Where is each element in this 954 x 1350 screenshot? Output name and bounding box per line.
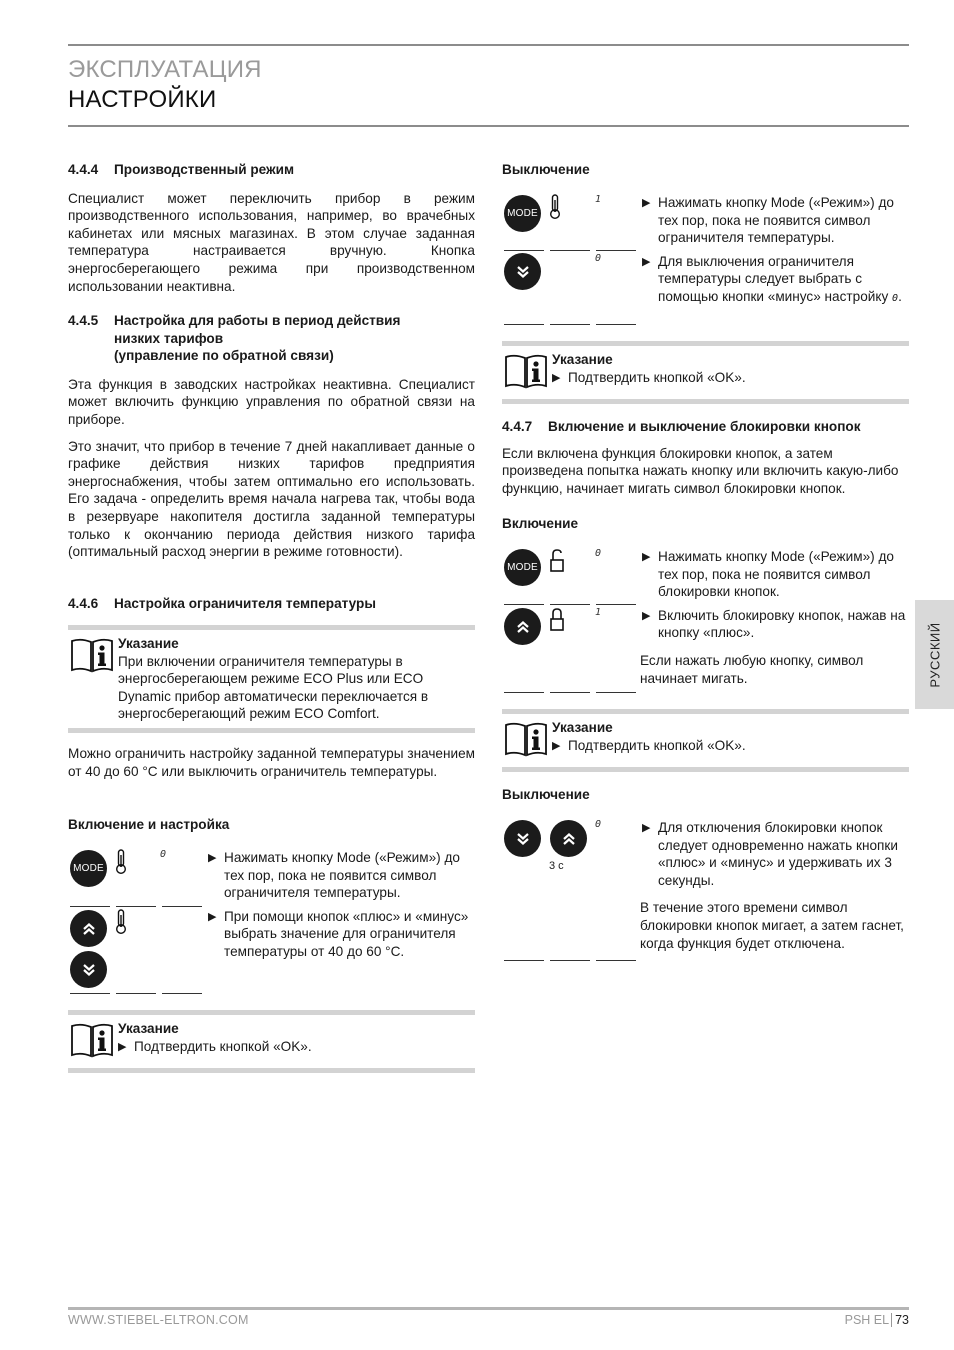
- minus-button[interactable]: [504, 253, 541, 290]
- display-segment: [116, 993, 156, 994]
- section-body: Специалист может переключить прибор в режим производственного использования, например, во врачебных кабинетах или мясных магазинах. В этом случае заданная температура настраивается вручную. Кнопка энергосберегающего режима при производственном использовании неактивна.: [68, 190, 475, 294]
- thermometer-icon: [115, 909, 127, 940]
- subheading-off-limiter: Выключение: [502, 162, 590, 177]
- arrow-icon: ▶: [118, 1040, 127, 1053]
- display-digit: 1: [595, 607, 602, 618]
- step-item: ▶ Нажимать кнопку Mode («Режим») до тех пор, пока не появится символ ограничителя температуры.: [642, 195, 894, 246]
- note-text: Подтвердить кнопкой «OK».: [134, 1038, 312, 1054]
- arrow-icon: ▶: [642, 822, 651, 834]
- display-segment: [70, 906, 110, 907]
- display-segment: [550, 604, 590, 605]
- arrow-icon: ▶: [552, 739, 561, 752]
- double-chevron-up-icon: [561, 831, 577, 847]
- double-chevron-down-icon: [515, 264, 531, 280]
- limiter-description: Можно ограничить настройку заданной температуры значением от 40 до 60 °C или выключить ограничитель температуры.: [68, 746, 475, 779]
- display-digit: 0: [595, 819, 602, 830]
- mode-button[interactable]: MODE: [70, 850, 107, 887]
- header-section: ЭКСПЛУАТАЦИЯ: [68, 56, 262, 83]
- plus-button[interactable]: [504, 608, 541, 645]
- display-digit: 0: [595, 548, 602, 559]
- step-item: ▶ Нажимать кнопку Mode («Режим») до тех пор, пока не появится символ блокировки кнопок.: [642, 549, 894, 600]
- display-digit: 1: [595, 194, 602, 205]
- section-paragraph: Это значит, что прибор в течение 7 дней накапливает данные о графике действия низких тарифов предприятия энергоснабжения, чтобы затем оптимально его использовать. Его задача - определить время начала нагрева так, чтобы вода в резервуаре накопителя достигла заданной температуры только к окончанию периода действия низкого тарифа (оптимальный расход энергии в режиме готовности).: [68, 438, 475, 560]
- display-digit: 0: [160, 849, 167, 860]
- steps-lock-on: [642, 548, 909, 687]
- hold-duration-label: 3 с: [549, 860, 564, 872]
- plus-button[interactable]: [550, 820, 587, 857]
- note-text: Подтвердить кнопкой «OK».: [568, 369, 746, 385]
- unlocked-padlock-icon: [549, 548, 565, 579]
- subheading-on-setup: Включение и настройка: [68, 817, 230, 832]
- display-segment: [550, 250, 590, 251]
- display-segment: [116, 906, 156, 907]
- page-number: 73: [891, 1313, 909, 1327]
- section-4-4-5: [68, 312, 475, 561]
- minus-button[interactable]: [70, 951, 107, 988]
- display-segment: [596, 324, 636, 325]
- section-heading: 4.4.6 Настройка ограничителя температуры: [68, 596, 376, 611]
- display-segment: [550, 960, 590, 961]
- display-segment: [70, 993, 110, 994]
- section-heading: 4.4.4 Производственный режим: [68, 162, 295, 177]
- footer-model: PSH EL: [844, 1313, 890, 1327]
- step-item: ▶ Для выключения ограничителя температуры следует выбрать с помощью кнопки «минус» настройку 0.: [642, 253, 909, 308]
- arrow-icon: ▶: [642, 197, 651, 209]
- double-chevron-down-icon: [515, 831, 531, 847]
- footer-website: WWW.STIEBEL-ELTRON.COM: [68, 1313, 249, 1327]
- language-tab: РУССКИЙ: [915, 600, 954, 709]
- steps-lock-off: [642, 819, 909, 952]
- section-4-4-7: [502, 418, 909, 533]
- manual-info-icon: [68, 1020, 118, 1063]
- section-4-4-4: [68, 161, 475, 295]
- section-body: Если включена функция блокировки кнопок, а затем произведена попытка нажать кнопку или включить какую-либо функцию, начинает мигать символ блокировки кнопок.: [502, 445, 899, 496]
- note-text: Подтвердить кнопкой «OK».: [568, 737, 746, 753]
- section-paragraph: Эта функция в заводских настройках неактивна. Специалист может включить функцию управления по обратной связи на приборе.: [68, 376, 475, 427]
- step-result: Если нажать любую кнопку, символ начинает мигать.: [640, 652, 864, 686]
- display-segment: [596, 250, 636, 251]
- display-segment: [162, 906, 202, 907]
- note-box: [502, 341, 909, 404]
- arrow-icon: ▶: [552, 371, 561, 384]
- display-segment: [504, 250, 544, 251]
- subheading-lock-on: Включение: [502, 516, 579, 532]
- thermometer-icon: [115, 849, 127, 880]
- note-box: [68, 625, 475, 733]
- manual-info-icon: [502, 719, 552, 762]
- note-title: Указание: [118, 1021, 179, 1036]
- section-heading: 4.4.7 Включение и выключение блокировки кнопок: [502, 419, 861, 434]
- mode-button[interactable]: MODE: [504, 549, 541, 586]
- display-segment: [596, 960, 636, 961]
- double-chevron-up-icon: [81, 921, 97, 937]
- display-segment: [596, 604, 636, 605]
- mode-button[interactable]: MODE: [504, 195, 541, 232]
- step-result: В течение этого времени символ блокировки кнопок мигает, а затем гаснет, когда функция будет отключена.: [640, 900, 904, 951]
- arrow-icon: ▶: [642, 609, 651, 622]
- double-chevron-up-icon: [515, 619, 531, 635]
- arrow-icon: ▶: [208, 910, 217, 923]
- note-title: Указание: [118, 636, 179, 651]
- display-segment: [550, 692, 590, 693]
- note-title: Указание: [552, 352, 613, 367]
- double-chevron-down-icon: [81, 962, 97, 978]
- display-segment: [162, 993, 202, 994]
- section-4-4-6: [68, 595, 475, 613]
- arrow-icon: ▶: [642, 551, 651, 563]
- arrow-icon: ▶: [208, 852, 217, 864]
- section-heading: 4.4.5 Настройка для работы в период действия низких тарифов (управление по обратной связи): [68, 313, 401, 364]
- step-item: ▶ Нажимать кнопку Mode («Режим») до тех пор, пока не появится символ ограничителя температуры.: [208, 850, 460, 901]
- header-top-rule: [68, 44, 909, 46]
- header-title: НАСТРОЙКИ: [68, 86, 217, 113]
- note-text: При включении ограничителя температуры в энергосберегающем режиме ECO Plus или ECO Dynamic прибор автоматически переключается в энергосберегающий режим ECO Comfort.: [118, 653, 429, 722]
- arrow-icon: ▶: [642, 255, 651, 268]
- display-segment: [596, 692, 636, 693]
- minus-button[interactable]: [504, 820, 541, 857]
- display-segment: [504, 960, 544, 961]
- footer-rule: [68, 1307, 909, 1310]
- steps-off-limiter: [642, 194, 909, 308]
- step-item: ▶ Для отключения блокировки кнопок следует одновременно нажать кнопки «плюс» и «минус» и удерживать их 3 секунды.: [642, 820, 898, 888]
- note-box: [502, 709, 909, 772]
- plus-button[interactable]: [70, 910, 107, 947]
- display-segment: [504, 604, 544, 605]
- step-item: ▶ При помощи кнопок «плюс» и «минус» выбрать значение для ограничителя температуры от 40 до 60 °C.: [208, 908, 469, 959]
- step-item: ▶ Включить блокировку кнопок, нажав на кнопку «плюс».: [642, 607, 906, 641]
- display-segment: [550, 324, 590, 325]
- display-segment: [504, 692, 544, 693]
- locked-padlock-icon: [549, 607, 565, 638]
- footer-page-info: [845, 1313, 909, 1327]
- steps-on-setup: [208, 849, 475, 961]
- subheading-lock-off: Выключение: [502, 787, 590, 802]
- display-digit: 0: [595, 253, 602, 264]
- manual-info-icon: [502, 351, 552, 394]
- header-bottom-rule: [68, 125, 909, 127]
- note-title: Указание: [552, 720, 613, 735]
- thermometer-icon: [549, 194, 561, 225]
- manual-info-icon: [68, 635, 118, 723]
- note-box: [68, 1010, 475, 1073]
- display-segment: [504, 324, 544, 325]
